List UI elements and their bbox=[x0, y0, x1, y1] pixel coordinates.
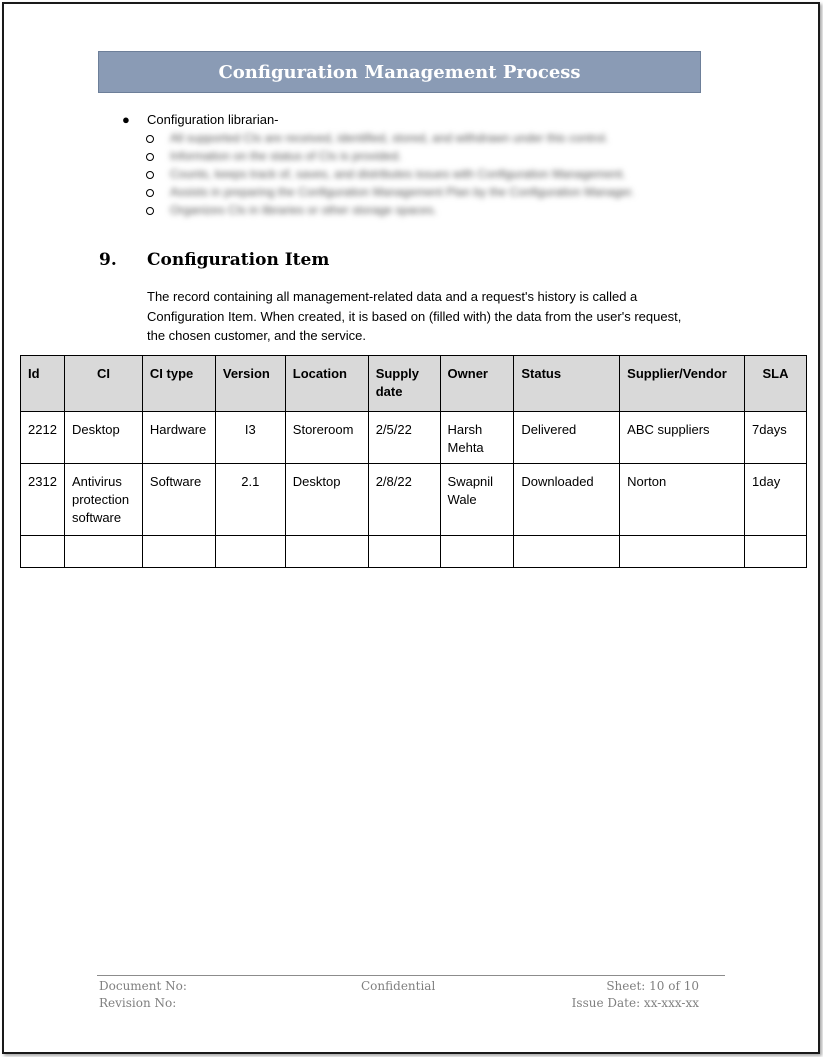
cell-line: Mehta bbox=[447, 440, 484, 455]
intro-line: The record containing all management-related data and a request's history is called a bbox=[147, 289, 638, 304]
cell-status: Delivered bbox=[514, 412, 620, 464]
section-intro-paragraph bbox=[147, 287, 727, 346]
page-title-banner bbox=[98, 51, 701, 93]
configuration-item-table bbox=[20, 355, 807, 568]
header-line: Supply bbox=[375, 366, 420, 381]
hollow-circle-icon bbox=[146, 207, 154, 215]
footer-revision-no: Revision No: bbox=[99, 996, 177, 1010]
col-header-ci-type: CI type bbox=[142, 356, 215, 412]
cell-version: I3 bbox=[215, 412, 285, 464]
cell-line: software bbox=[71, 510, 122, 525]
bullet-main-text: Configuration librarian- bbox=[147, 112, 279, 127]
page-title: Configuration Management Process bbox=[218, 61, 581, 83]
col-header-ci: CI bbox=[64, 356, 142, 412]
cell-line: Desktop bbox=[71, 422, 120, 437]
cell-sla: 7days bbox=[745, 412, 807, 464]
intro-line: Configuration Item. When created, it is based on (filled with) the data from the user's request, bbox=[147, 308, 682, 324]
cell-location: Storeroom bbox=[285, 412, 368, 464]
cell-supply-date: 2/8/22 bbox=[368, 464, 440, 536]
cell-empty bbox=[620, 536, 745, 568]
cell-empty bbox=[440, 536, 514, 568]
col-header-supplier: Supplier/Vendor bbox=[620, 356, 745, 412]
col-header-owner: Owner bbox=[440, 356, 514, 412]
cell-id: 2212 bbox=[21, 412, 65, 464]
col-header-version: Version bbox=[215, 356, 285, 412]
sub-bullet-text: Information on the status of CIs is provided. bbox=[170, 149, 402, 163]
cell-empty bbox=[368, 536, 440, 568]
cell-owner bbox=[440, 412, 514, 464]
header-line: date bbox=[375, 384, 403, 399]
cell-line: Antivirus bbox=[71, 474, 122, 489]
cell-sla: 1day bbox=[745, 464, 807, 536]
cell-empty bbox=[514, 536, 620, 568]
sub-bullet-text: All supported CIs are received, identified, stored, and withdrawn under this control. bbox=[170, 131, 609, 145]
cell-location: Desktop bbox=[285, 464, 368, 536]
cell-line: Wale bbox=[447, 492, 477, 507]
cell-line: Swapnil bbox=[447, 474, 494, 489]
col-header-id: Id bbox=[21, 356, 65, 412]
cell-empty bbox=[215, 536, 285, 568]
footer-document-no: Document No: bbox=[99, 979, 187, 993]
section-heading: Configuration Item bbox=[147, 250, 330, 270]
sub-bullet-text: Counts, keeps track of, saves, and distributes issues with Configuration Management. bbox=[170, 167, 626, 181]
col-header-location: Location bbox=[285, 356, 368, 412]
cell-line: Harsh bbox=[447, 422, 483, 437]
cell-version: 2.1 bbox=[215, 464, 285, 536]
cell-empty bbox=[142, 536, 215, 568]
hollow-circle-icon bbox=[146, 153, 154, 161]
table-row bbox=[21, 412, 807, 464]
col-header-status: Status bbox=[514, 356, 620, 412]
footer-divider bbox=[97, 975, 725, 976]
cell-line: protection bbox=[71, 492, 130, 507]
hollow-circle-icon bbox=[146, 135, 154, 143]
hollow-circle-icon bbox=[146, 189, 154, 197]
cell-id: 2312 bbox=[21, 464, 65, 536]
footer-sheet: Sheet: 10 of 10 bbox=[606, 979, 699, 993]
cell-owner bbox=[440, 464, 514, 536]
col-header-supply-date bbox=[368, 356, 440, 412]
table-row bbox=[21, 464, 807, 536]
cell-ci-type: Software bbox=[142, 464, 215, 536]
footer-confidential: Confidential bbox=[361, 979, 436, 993]
section-number: 9. bbox=[99, 250, 117, 270]
cell-supplier: ABC suppliers bbox=[620, 412, 745, 464]
table-header-row bbox=[21, 356, 807, 412]
bullet-dot-icon: ● bbox=[122, 112, 130, 127]
cell-ci-type: Hardware bbox=[142, 412, 215, 464]
cell-ci bbox=[64, 464, 142, 536]
hollow-circle-icon bbox=[146, 171, 154, 179]
cell-empty bbox=[285, 536, 368, 568]
table-row-empty bbox=[21, 536, 807, 568]
cell-supplier: Norton bbox=[620, 464, 745, 536]
cell-empty bbox=[64, 536, 142, 568]
cell-ci bbox=[64, 412, 142, 464]
cell-empty bbox=[21, 536, 65, 568]
intro-line: the chosen customer, and the service. bbox=[147, 328, 366, 343]
sub-bullet-text: Assists in preparing the Configuration Management Plan by the Configuration Manager. bbox=[170, 185, 635, 199]
col-header-sla: SLA bbox=[745, 356, 807, 412]
footer-issue-date: Issue Date: xx-xxx-xx bbox=[571, 996, 699, 1010]
cell-supply-date: 2/5/22 bbox=[368, 412, 440, 464]
sub-bullet-text: Organizes CIs in libraries or other storage spaces. bbox=[170, 203, 437, 217]
cell-status: Downloaded bbox=[514, 464, 620, 536]
cell-empty bbox=[745, 536, 807, 568]
